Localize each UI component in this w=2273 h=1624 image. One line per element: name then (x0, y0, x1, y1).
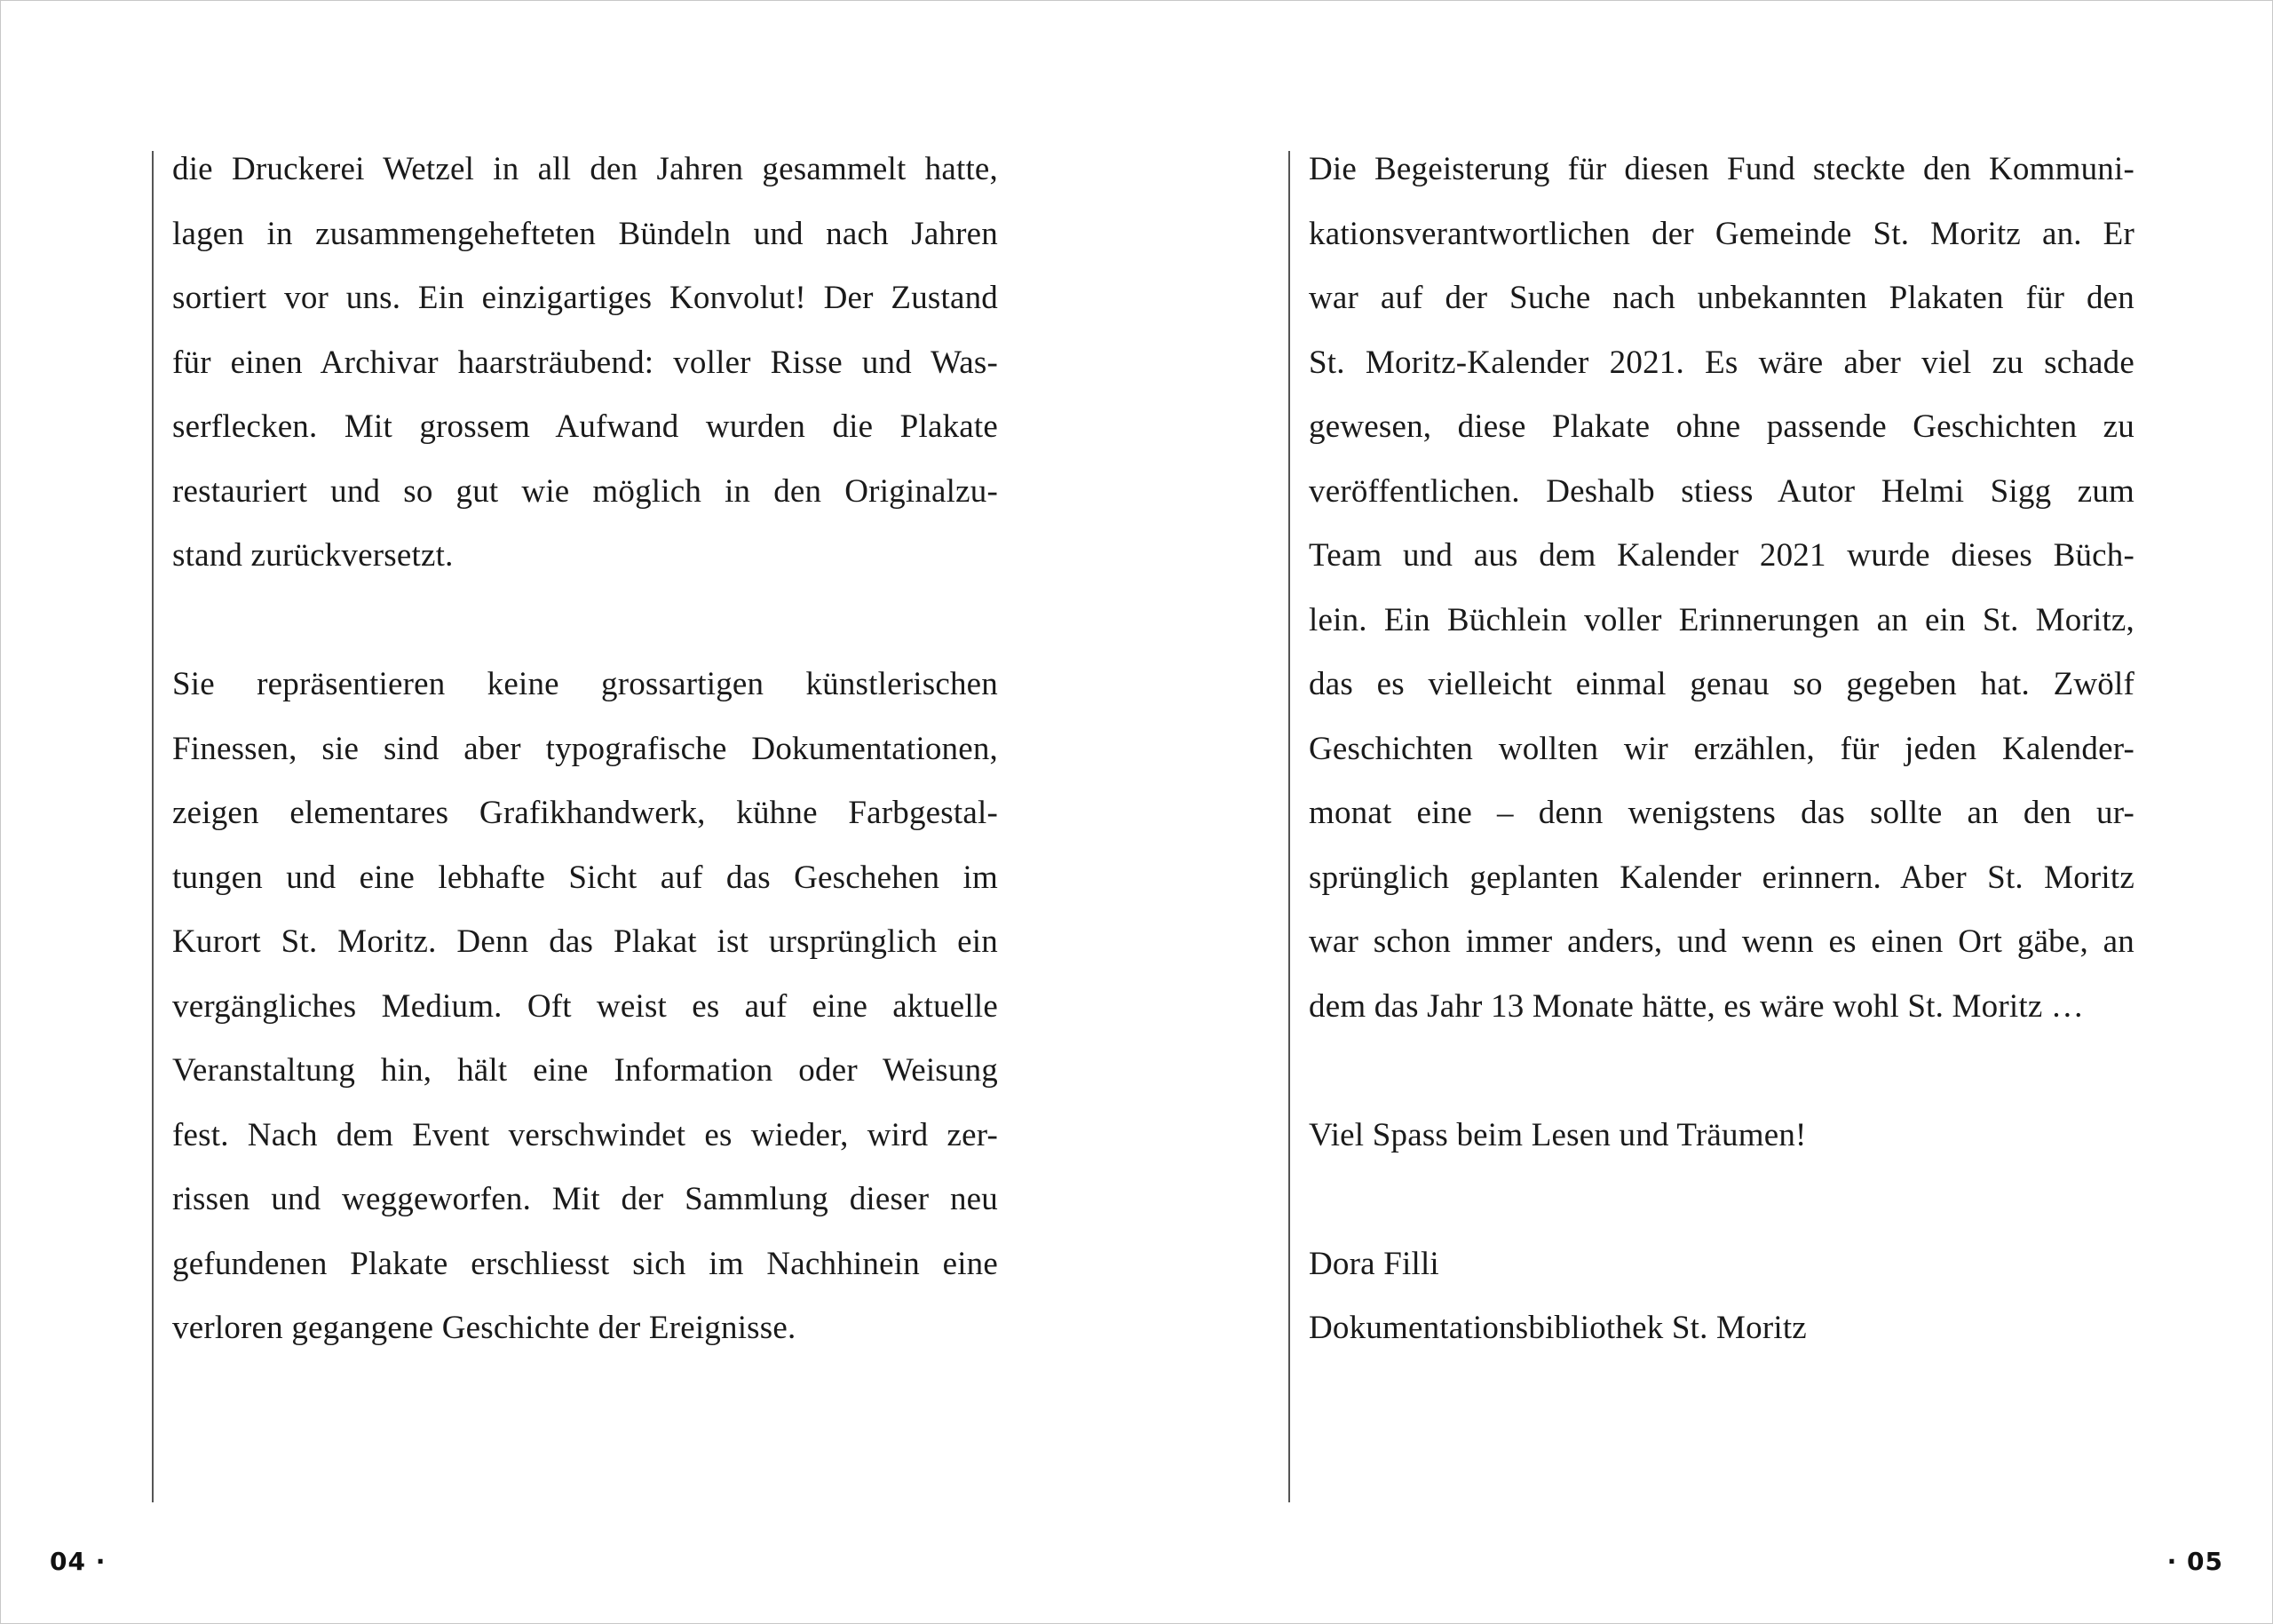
text-line: gefundenen Plakate erschliesst sich im Nachhinein eine (172, 1245, 998, 1282)
closing-line: Viel Spass beim Lesen und Träumen! (1309, 1116, 1807, 1153)
text-line: Die Begeisterung für diesen Fund steckte den Kommuni- (1309, 151, 2134, 187)
text-line: tungen und eine lebhafte Sicht auf das Geschehen im (172, 859, 998, 896)
text-line: für einen Archivar haarsträubend: voller Risse und Was- (172, 344, 998, 381)
text-line: serflecken. Mit grossem Aufwand wurden die Plakate (172, 408, 998, 445)
page-number-left (50, 1547, 106, 1576)
folio-dot: · (2166, 1547, 2178, 1576)
text-line: Veranstaltung hin, hält eine Information oder Weisung (172, 1052, 998, 1089)
paragraph-gap (172, 589, 998, 654)
text-line: St. Moritz-Kalender 2021. Es wäre aber viel zu schade (1309, 344, 2134, 381)
text-line: lein. Ein Büchlein voller Erinnerungen an ein St. Moritz, (1309, 601, 2134, 638)
text-line: lagen in zusammengehefteten Bündeln und nach Jahren (172, 215, 998, 252)
right-paragraph-2 (1309, 1104, 2134, 1168)
text-line: restauriert und so gut wie möglich in den Originalzu- (172, 472, 998, 510)
right-text-column (1309, 138, 2134, 1361)
signature-block (1309, 1232, 2134, 1361)
text-line: Geschichten wollten wir erzählen, für jeden Kalender- (1309, 730, 2134, 767)
text-line: dem das Jahr 13 Monate hätte, es wäre wohl St. Moritz … (1309, 987, 2085, 1025)
left-page (0, 0, 1136, 1624)
text-line: fest. Nach dem Event verschwindet es wieder, wird zer- (172, 1116, 998, 1153)
text-line: stand zurückversetzt. (172, 537, 454, 574)
text-line: Finessen, sie sind aber typografische Dokumentationen, (172, 730, 998, 767)
text-line: zeigen elementares Grafikhandwerk, kühne Farbgestal- (172, 795, 998, 831)
right-page (1136, 0, 2273, 1624)
left-column-rule (152, 151, 154, 1502)
text-line: sortiert vor uns. Ein einzigartiges Konvolut! Der Zustand (172, 280, 998, 316)
text-line: sprünglich geplanten Kalender erinnern. Aber St. Moritz (1309, 859, 2134, 896)
right-column-rule (1288, 151, 1290, 1502)
text-line: war schon immer anders, und wenn es einen Ort gäbe, an (1309, 923, 2134, 960)
right-paragraph-1 (1309, 138, 2134, 1039)
text-line: rissen und weggeworfen. Mit der Sammlung dieser neu (172, 1181, 998, 1217)
page-number-right (2167, 1547, 2223, 1576)
page-number: 05 (2187, 1547, 2223, 1576)
text-line: veröffentlichen. Deshalb stiess Autor Helmi Sigg zum (1309, 472, 2134, 510)
text-line: Team und aus dem Kalender 2021 wurde dieses Büch- (1309, 537, 2134, 574)
left-paragraph-2 (172, 653, 998, 1361)
signature-name: Dora Filli (1309, 1245, 1439, 1282)
text-line: verloren gegangene Geschichte der Ereignisse. (172, 1310, 796, 1346)
signature-institution: Dokumentationsbibliothek St. Moritz (1309, 1310, 1807, 1346)
paragraph-gap (1309, 1168, 2134, 1232)
text-line: Kurort St. Moritz. Denn das Plakat ist ursprünglich ein (172, 923, 998, 960)
text-line: kationsverantwortlichen der Gemeinde St. Moritz an. Er (1309, 215, 2134, 252)
left-paragraph-1 (172, 138, 998, 589)
page-number: 04 (50, 1547, 86, 1576)
paragraph-gap (1309, 1039, 2134, 1104)
folio-dot: · (95, 1547, 107, 1576)
text-line: das es vielleicht einmal genau so gegeben hat. Zwölf (1309, 666, 2134, 702)
text-line: gewesen, diese Plakate ohne passende Geschichten zu (1309, 408, 2134, 445)
text-line: die Druckerei Wetzel in all den Jahren gesammelt hatte, (172, 151, 998, 187)
text-line: vergängliches Medium. Oft weist es auf eine aktuelle (172, 987, 998, 1025)
left-text-column (172, 138, 998, 1361)
text-line: Sie repräsentieren keine grossartigen künstlerischen (172, 666, 998, 702)
text-line: war auf der Suche nach unbekannten Plakaten für den (1309, 280, 2134, 316)
text-line: monat eine – denn wenigstens das sollte an den ur- (1309, 795, 2134, 831)
